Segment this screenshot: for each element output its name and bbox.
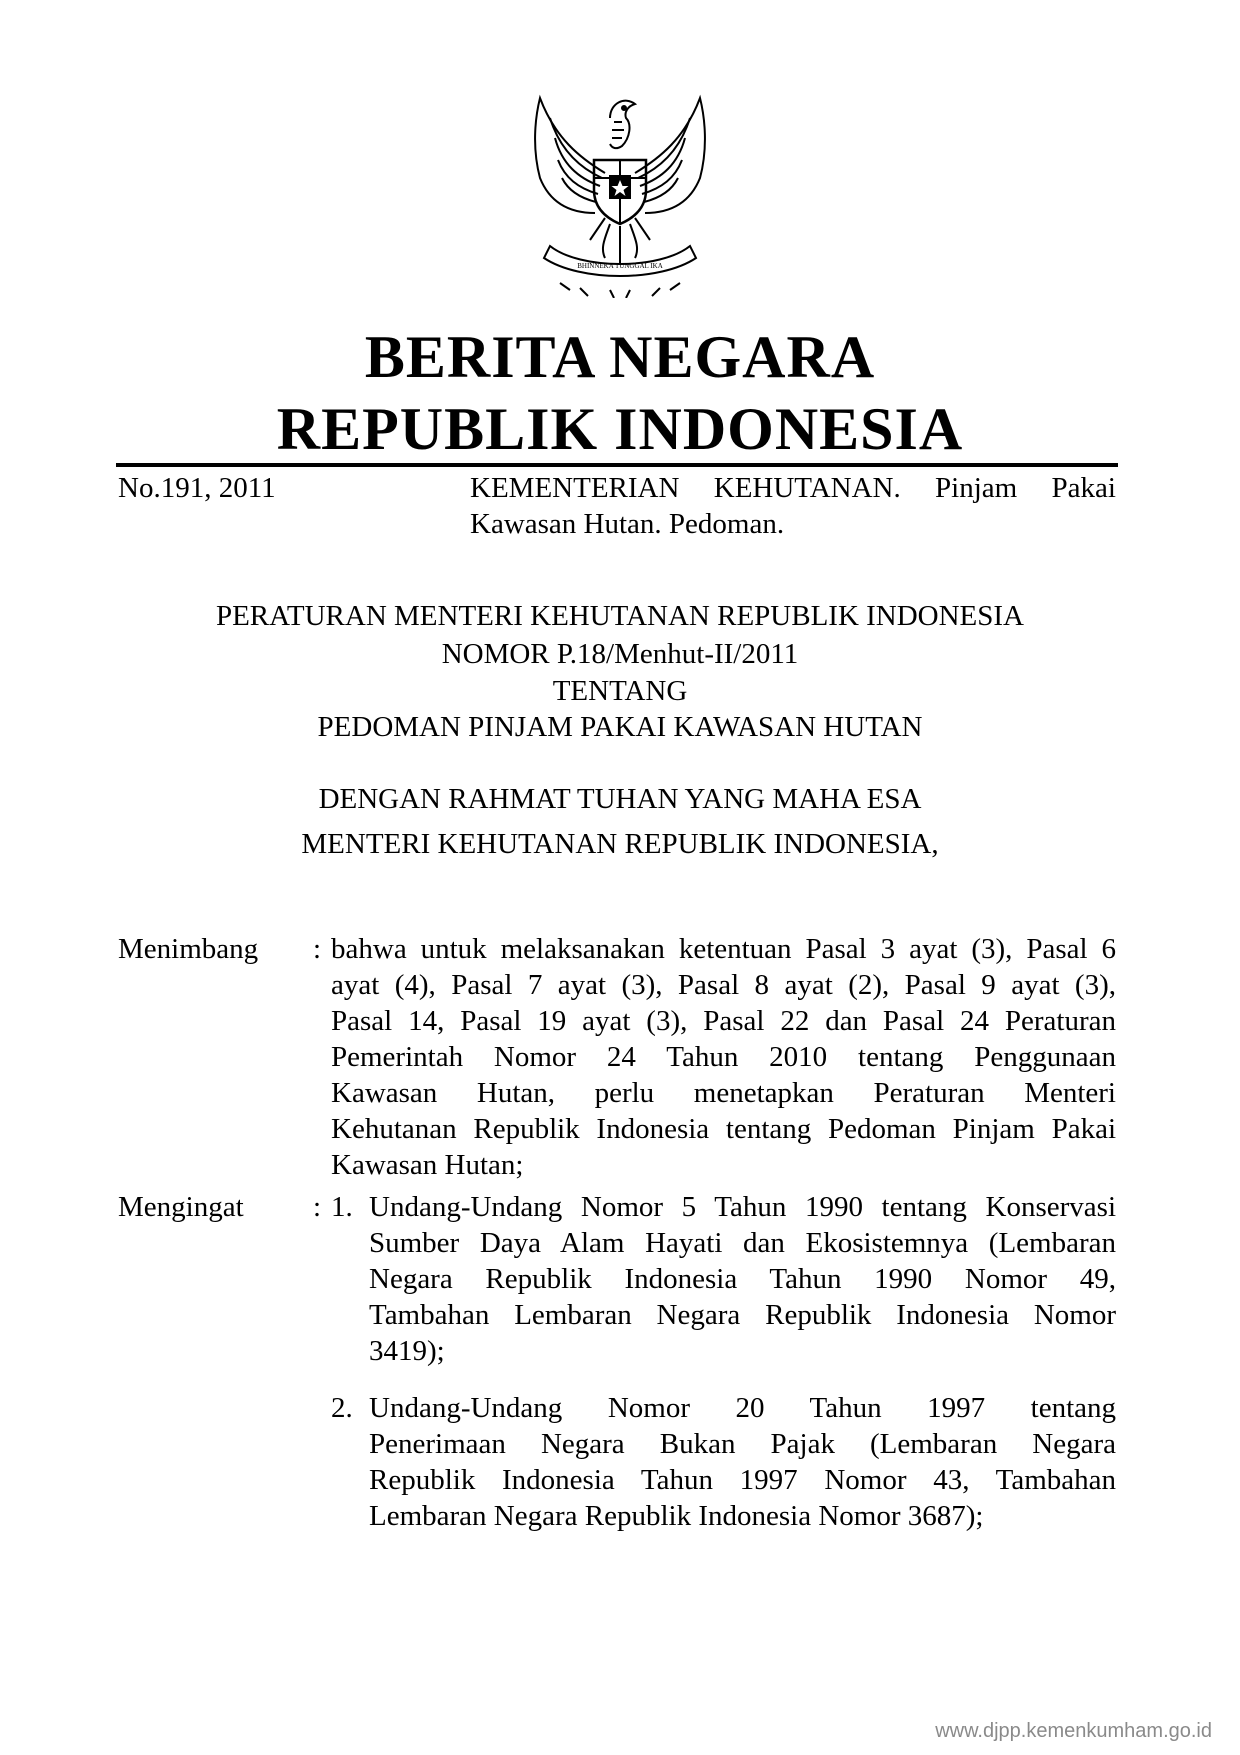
menimbang-line: Kehutanan Republik Indonesia tentang Pedoman Pinjam Pakai bbox=[331, 1113, 1116, 1145]
mengingat-item-line: Tambahan Lembaran Negara Republik Indonesia Nomor bbox=[369, 1299, 1116, 1331]
regulation-issuer: MENTERI KEHUTANAN REPUBLIK INDONESIA, bbox=[301, 828, 939, 860]
emblem-motto-text: BHINNEKA TUNGGAL IKA bbox=[577, 262, 663, 270]
menimbang-line: Pemerintah Nomor 24 Tahun 2010 tentang Penggunaan bbox=[331, 1041, 1116, 1073]
gazette-number: No.191, 2011 bbox=[118, 472, 276, 504]
mengingat-item-line: 3419); bbox=[369, 1335, 445, 1367]
mengingat-item-line: Lembaran Negara Republik Indonesia Nomor 3687); bbox=[369, 1500, 984, 1532]
mengingat-item-line: Republik Indonesia Tahun 1997 Nomor 43, Tambahan bbox=[369, 1464, 1116, 1496]
menimbang-line: Kawasan Hutan, perlu menetapkan Peraturan Menteri bbox=[331, 1077, 1116, 1109]
gazette-subject-line: KEMENTERIAN KEHUTANAN. Pinjam Pakai bbox=[470, 472, 1116, 504]
regulation-about: TENTANG bbox=[552, 675, 688, 707]
mengingat-item bbox=[369, 1390, 1116, 1534]
masthead-line-2: REPUBLIK INDONESIA bbox=[276, 396, 964, 462]
menimbang-colon: : bbox=[313, 933, 322, 965]
menimbang-paragraph bbox=[331, 931, 1116, 1183]
regulation-number: NOMOR P.18/Menhut-II/2011 bbox=[441, 638, 799, 670]
regulation-invocation: DENGAN RAHMAT TUHAN YANG MAHA ESA bbox=[318, 783, 922, 815]
masthead-divider bbox=[116, 463, 1118, 467]
mengingat-colon: : bbox=[313, 1191, 322, 1223]
regulation-title: PERATURAN MENTERI KEHUTANAN REPUBLIK INDONESIA bbox=[215, 600, 1025, 632]
regulation-subject: PEDOMAN PINJAM PAKAI KAWASAN HUTAN bbox=[317, 711, 923, 743]
mengingat-item-line: Undang-Undang Nomor 20 Tahun 1997 tentang bbox=[369, 1392, 1116, 1424]
mengingat-item-line: Undang-Undang Nomor 5 Tahun 1990 tentang Konservasi bbox=[369, 1191, 1116, 1223]
mengingat-item-number: 1. bbox=[331, 1191, 353, 1223]
menimbang-line: bahwa untuk melaksanakan ketentuan Pasal 3 ayat (3), Pasal 6 bbox=[331, 933, 1116, 965]
menimbang-line: Pasal 14, Pasal 19 ayat (3), Pasal 22 dan Pasal 24 Peraturan bbox=[331, 1005, 1116, 1037]
masthead-line-1: BERITA NEGARA bbox=[364, 324, 876, 390]
menimbang-line: Kawasan Hutan; bbox=[331, 1149, 524, 1181]
mengingat-item bbox=[369, 1189, 1116, 1369]
menimbang-line: ayat (4), Pasal 7 ayat (3), Pasal 8 ayat (2), Pasal 9 ayat (3), bbox=[331, 969, 1116, 1001]
footer-url: www.djpp.kemenkumham.go.id bbox=[935, 1720, 1212, 1742]
mengingat-label: Mengingat bbox=[118, 1191, 244, 1223]
gazette-subject-line: Kawasan Hutan. Pedoman. bbox=[470, 508, 785, 540]
mengingat-item-number: 2. bbox=[331, 1392, 353, 1424]
garuda-emblem-icon bbox=[510, 78, 730, 298]
mengingat-item-line: Sumber Daya Alam Hayati dan Ekosistemnya (Lembaran bbox=[369, 1227, 1116, 1259]
menimbang-label: Menimbang bbox=[118, 933, 259, 965]
mengingat-item-line: Negara Republik Indonesia Tahun 1990 Nomor 49, bbox=[369, 1263, 1116, 1295]
mengingat-item-line: Penerimaan Negara Bukan Pajak (Lembaran Negara bbox=[369, 1428, 1116, 1460]
gazette-subject bbox=[470, 470, 1116, 542]
